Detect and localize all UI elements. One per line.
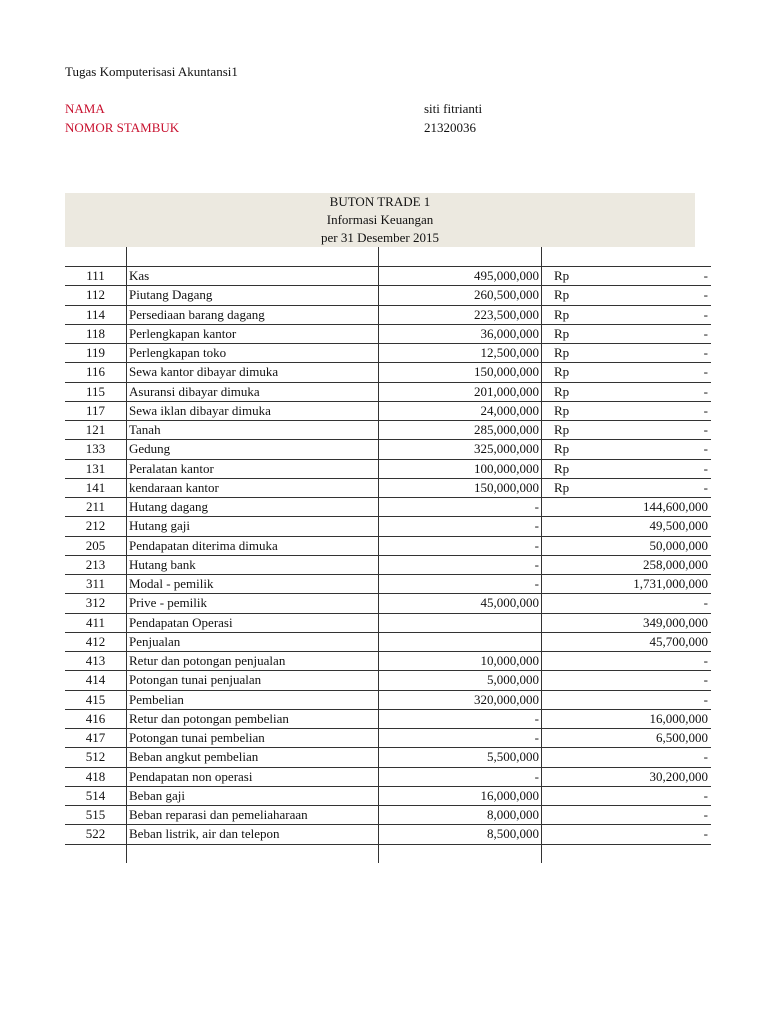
credit-amount: - [703, 807, 708, 823]
credit-amount: - [703, 422, 708, 438]
debit-amount: - [379, 498, 542, 517]
credit-cell [542, 806, 712, 825]
debit-amount: - [379, 555, 542, 574]
currency-label: Rp [554, 422, 570, 438]
account-name: Potongan tunai pembelian [127, 729, 379, 748]
credit-cell [542, 267, 712, 286]
credit-cell [542, 478, 712, 497]
table-row [65, 709, 711, 728]
debit-amount: 150,000,000 [379, 478, 542, 497]
table-row [65, 363, 711, 382]
report-date: per 31 Desember 2015 [320, 230, 440, 245]
debit-amount: 325,000,000 [379, 440, 542, 459]
account-name: Perlengkapan toko [127, 344, 379, 363]
credit-cell [542, 421, 712, 440]
account-name: Kas [127, 267, 379, 286]
report-header [65, 193, 695, 247]
table-row [65, 401, 711, 420]
credit-amount: - [703, 653, 708, 669]
account-name: Piutang Dagang [127, 286, 379, 305]
credit-cell [542, 401, 712, 420]
credit-cell [542, 652, 712, 671]
credit-amount: 30,200,000 [649, 768, 708, 784]
table-row [65, 594, 711, 613]
table-row [65, 575, 711, 594]
account-code: 213 [65, 555, 127, 574]
table-row [65, 536, 711, 555]
credit-amount: 16,000,000 [649, 710, 708, 726]
table-row [65, 382, 711, 401]
debit-amount: 12,500,000 [379, 344, 542, 363]
currency-label: Rp [554, 383, 570, 399]
debit-amount: 495,000,000 [379, 267, 542, 286]
debit-amount [379, 632, 542, 651]
student-id-value: 21320036 [424, 120, 476, 135]
credit-amount: - [703, 364, 708, 380]
table-row [65, 478, 711, 497]
account-code: 205 [65, 536, 127, 555]
account-name: Prive - pemilik [127, 594, 379, 613]
account-code: 118 [65, 324, 127, 343]
table-row [65, 555, 711, 574]
currency-label: Rp [554, 268, 570, 284]
debit-amount: 100,000,000 [379, 459, 542, 478]
credit-amount: 1,731,000,000 [633, 576, 708, 592]
credit-amount: 144,600,000 [643, 499, 708, 515]
currency-label: Rp [554, 402, 570, 418]
table-row [65, 806, 711, 825]
currency-label: Rp [554, 441, 570, 457]
account-code: 112 [65, 286, 127, 305]
credit-cell [542, 594, 712, 613]
debit-amount: 260,500,000 [379, 286, 542, 305]
blank-row [65, 247, 711, 267]
credit-amount: - [703, 787, 708, 803]
currency-label: Rp [554, 460, 570, 476]
account-code: 311 [65, 575, 127, 594]
account-name: Retur dan potongan penjualan [127, 652, 379, 671]
credit-cell [542, 440, 712, 459]
account-name: Pendapatan diterima dimuka [127, 536, 379, 555]
credit-cell [542, 632, 712, 651]
table-row [65, 498, 711, 517]
table-row [65, 652, 711, 671]
credit-amount: - [703, 325, 708, 341]
credit-cell [542, 286, 712, 305]
table-row [65, 305, 711, 324]
credit-amount: - [703, 672, 708, 688]
account-code: 512 [65, 748, 127, 767]
debit-amount: 10,000,000 [379, 652, 542, 671]
credit-amount: 349,000,000 [643, 614, 708, 630]
credit-cell [542, 729, 712, 748]
account-code: 141 [65, 478, 127, 497]
table-row [65, 267, 711, 286]
credit-amount: 6,500,000 [656, 730, 708, 746]
credit-amount: - [703, 826, 708, 842]
debit-amount: - [379, 517, 542, 536]
debit-amount: 223,500,000 [379, 305, 542, 324]
account-name: Peralatan kantor [127, 459, 379, 478]
account-code: 412 [65, 632, 127, 651]
account-name: Pendapatan non operasi [127, 767, 379, 786]
name-label: NAMA [65, 101, 105, 116]
account-code: 312 [65, 594, 127, 613]
table-row [65, 459, 711, 478]
credit-amount: - [703, 287, 708, 303]
credit-cell [542, 517, 712, 536]
credit-cell [542, 825, 712, 844]
credit-cell [542, 748, 712, 767]
table-row [65, 671, 711, 690]
account-code: 415 [65, 690, 127, 709]
account-name: Pembelian [127, 690, 379, 709]
debit-amount: 8,500,000 [379, 825, 542, 844]
credit-amount: - [703, 595, 708, 611]
company-name: BUTON TRADE 1 [329, 194, 431, 209]
table-row [65, 767, 711, 786]
account-name: Beban angkut pembelian [127, 748, 379, 767]
account-code: 522 [65, 825, 127, 844]
account-name: Asuransi dibayar dimuka [127, 382, 379, 401]
account-code: 514 [65, 786, 127, 805]
account-code: 212 [65, 517, 127, 536]
credit-cell [542, 786, 712, 805]
currency-label: Rp [554, 325, 570, 341]
credit-amount: 45,700,000 [649, 633, 708, 649]
table-row [65, 344, 711, 363]
account-name: Hutang gaji [127, 517, 379, 536]
credit-cell [542, 671, 712, 690]
credit-cell [542, 767, 712, 786]
account-code: 211 [65, 498, 127, 517]
debit-amount: 36,000,000 [379, 324, 542, 343]
debit-amount: 5,500,000 [379, 748, 542, 767]
debit-amount: - [379, 575, 542, 594]
table-row [65, 421, 711, 440]
credit-amount: - [703, 479, 708, 495]
account-code: 115 [65, 382, 127, 401]
debit-amount: 24,000,000 [379, 401, 542, 420]
name-value: siti fitrianti [424, 101, 483, 116]
credit-cell [542, 709, 712, 728]
credit-amount: - [703, 402, 708, 418]
account-name: Hutang dagang [127, 498, 379, 517]
account-code: 416 [65, 709, 127, 728]
currency-label: Rp [554, 306, 570, 322]
credit-cell [542, 498, 712, 517]
account-name: Beban listrik, air dan telepon [127, 825, 379, 844]
credit-amount: - [703, 460, 708, 476]
debit-amount: - [379, 729, 542, 748]
account-code: 133 [65, 440, 127, 459]
credit-amount: 258,000,000 [643, 556, 708, 572]
account-code: 131 [65, 459, 127, 478]
account-code: 413 [65, 652, 127, 671]
account-name: kendaraan kantor [127, 478, 379, 497]
debit-amount: 320,000,000 [379, 690, 542, 709]
account-code: 121 [65, 421, 127, 440]
account-code: 119 [65, 344, 127, 363]
debit-amount: 8,000,000 [379, 806, 542, 825]
account-code: 515 [65, 806, 127, 825]
account-name: Penjualan [127, 632, 379, 651]
debit-amount [379, 613, 542, 632]
account-code: 116 [65, 363, 127, 382]
account-name: Hutang bank [127, 555, 379, 574]
debit-amount: - [379, 767, 542, 786]
table-row [65, 440, 711, 459]
debit-amount: 45,000,000 [379, 594, 542, 613]
credit-amount: - [703, 749, 708, 765]
credit-cell [542, 555, 712, 574]
account-name: Gedung [127, 440, 379, 459]
account-name: Sewa kantor dibayar dimuka [127, 363, 379, 382]
table-row [65, 632, 711, 651]
credit-cell [542, 575, 712, 594]
table-row [65, 324, 711, 343]
debit-amount: 201,000,000 [379, 382, 542, 401]
table-row [65, 748, 711, 767]
credit-amount: 49,500,000 [649, 518, 708, 534]
account-code: 114 [65, 305, 127, 324]
table-row [65, 786, 711, 805]
credit-cell [542, 459, 712, 478]
debit-amount: 5,000,000 [379, 671, 542, 690]
credit-amount: - [703, 441, 708, 457]
debit-amount: - [379, 709, 542, 728]
credit-cell [542, 324, 712, 343]
credit-cell [542, 690, 712, 709]
credit-cell [542, 382, 712, 401]
account-code: 417 [65, 729, 127, 748]
currency-label: Rp [554, 479, 570, 495]
credit-cell [542, 363, 712, 382]
credit-amount: - [703, 268, 708, 284]
credit-cell [542, 344, 712, 363]
table-row [65, 286, 711, 305]
blank-row [65, 844, 711, 863]
account-name: Potongan tunai penjualan [127, 671, 379, 690]
debit-amount: 285,000,000 [379, 421, 542, 440]
account-name: Retur dan potongan pembelian [127, 709, 379, 728]
account-code: 411 [65, 613, 127, 632]
debit-amount: 16,000,000 [379, 786, 542, 805]
currency-label: Rp [554, 364, 570, 380]
account-code: 117 [65, 401, 127, 420]
account-name: Beban reparasi dan pemeliaharaan [127, 806, 379, 825]
credit-amount: - [703, 345, 708, 361]
table-row [65, 729, 711, 748]
account-name: Modal - pemilik [127, 575, 379, 594]
account-name: Beban gaji [127, 786, 379, 805]
debit-amount: 150,000,000 [379, 363, 542, 382]
credit-amount: - [703, 691, 708, 707]
account-code: 414 [65, 671, 127, 690]
account-name: Sewa iklan dibayar dimuka [127, 401, 379, 420]
account-code: 111 [65, 267, 127, 286]
table-row [65, 613, 711, 632]
currency-label: Rp [554, 287, 570, 303]
credit-amount: - [703, 306, 708, 322]
report-subtitle: Informasi Keuangan [326, 212, 434, 227]
account-name: Persediaan barang dagang [127, 305, 379, 324]
credit-cell [542, 305, 712, 324]
currency-label: Rp [554, 345, 570, 361]
account-name: Perlengkapan kantor [127, 324, 379, 343]
student-id-label: NOMOR STAMBUK [65, 120, 180, 135]
table-row [65, 517, 711, 536]
table-row [65, 825, 711, 844]
debit-amount: - [379, 536, 542, 555]
account-name: Tanah [127, 421, 379, 440]
credit-cell [542, 536, 712, 555]
table-row [65, 690, 711, 709]
credit-amount: 50,000,000 [649, 537, 708, 553]
credit-amount: - [703, 383, 708, 399]
credit-cell [542, 613, 712, 632]
account-name: Pendapatan Operasi [127, 613, 379, 632]
document-title: Tugas Komputerisasi Akuntansi1 [65, 64, 238, 79]
ledger-table [65, 247, 711, 863]
account-code: 418 [65, 767, 127, 786]
